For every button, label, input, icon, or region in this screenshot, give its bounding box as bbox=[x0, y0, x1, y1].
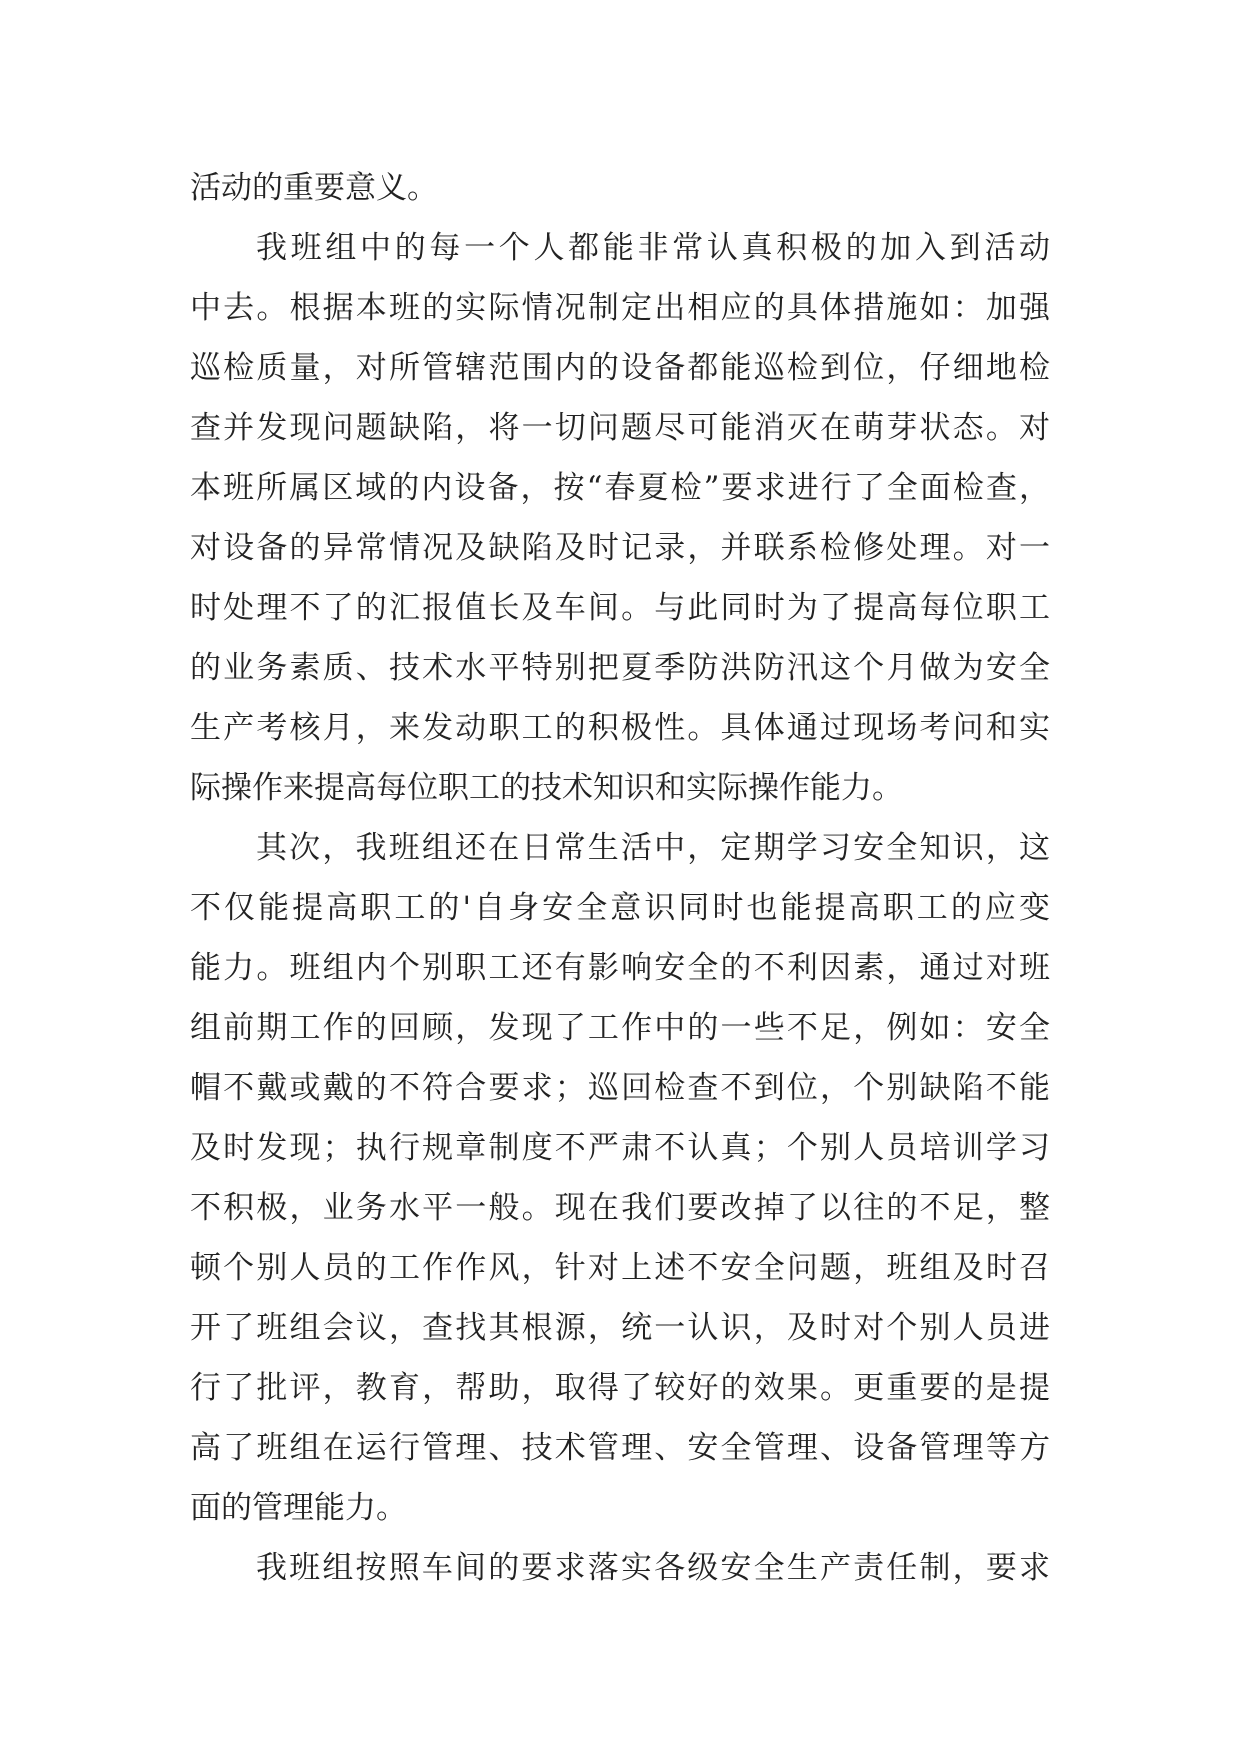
body-text bbox=[190, 158, 1050, 1598]
paragraph-first-line: 我班组中的每一个人都能非常认真积极的加入到活动 bbox=[256, 230, 1050, 266]
text-line: 开了班组会议，查找其根源，统一认识，及时对个别人员进 bbox=[190, 1310, 1050, 1346]
text-line: 时处理不了的汇报值长及车间。与此同时为了提高每位职工 bbox=[190, 590, 1050, 626]
text-line: 本班所属区域的内设备，按“春夏检”要求进行了全面检查， bbox=[190, 470, 1050, 506]
text-line: 际操作来提高每位职工的技术知识和实际操作能力。 bbox=[190, 770, 903, 806]
paragraph-first-line: 我班组按照车间的要求落实各级安全生产责任制，要求 bbox=[256, 1550, 1050, 1586]
text-line: 顿个别人员的工作作风，针对上述不安全问题，班组及时召 bbox=[190, 1250, 1050, 1286]
text-line: 面的管理能力。 bbox=[190, 1490, 407, 1526]
text-line: 中去。根据本班的实际情况制定出相应的具体措施如：加强 bbox=[190, 290, 1050, 326]
text-line: 查并发现问题缺陷，将一切问题尽可能消灭在萌芽状态。对 bbox=[190, 410, 1050, 446]
text-line: 组前期工作的回顾，发现了工作中的一些不足，例如：安全 bbox=[190, 1010, 1050, 1046]
text-line: 行了批评，教育，帮助，取得了较好的效果。更重要的是提 bbox=[190, 1370, 1050, 1406]
text-line: 活动的重要意义。 bbox=[190, 170, 438, 206]
text-line: 能力。班组内个别职工还有影响安全的不利因素，通过对班 bbox=[190, 950, 1050, 986]
text-line: 巡检质量，对所管辖范围内的设备都能巡检到位，仔细地检 bbox=[190, 350, 1050, 386]
text-line: 帽不戴或戴的不符合要求；巡回检查不到位，个别缺陷不能 bbox=[190, 1070, 1050, 1106]
text-line: 对设备的异常情况及缺陷及时记录，并联系检修处理。对一 bbox=[190, 530, 1050, 566]
paragraph-first-line: 其次，我班组还在日常生活中，定期学习安全知识，这 bbox=[256, 830, 1050, 866]
text-line: 不仅能提高职工的'自身安全意识同时也能提高职工的应变 bbox=[190, 890, 1050, 926]
text-line: 不积极，业务水平一般。现在我们要改掉了以往的不足，整 bbox=[190, 1190, 1050, 1226]
text-line: 的业务素质、技术水平特别把夏季防洪防汛这个月做为安全 bbox=[190, 650, 1050, 686]
text-line: 高了班组在运行管理、技术管理、安全管理、设备管理等方 bbox=[190, 1430, 1050, 1466]
text-line: 及时发现；执行规章制度不严肃不认真；个别人员培训学习 bbox=[190, 1130, 1050, 1166]
text-line: 生产考核月，来发动职工的积极性。具体通过现场考问和实 bbox=[190, 710, 1050, 746]
